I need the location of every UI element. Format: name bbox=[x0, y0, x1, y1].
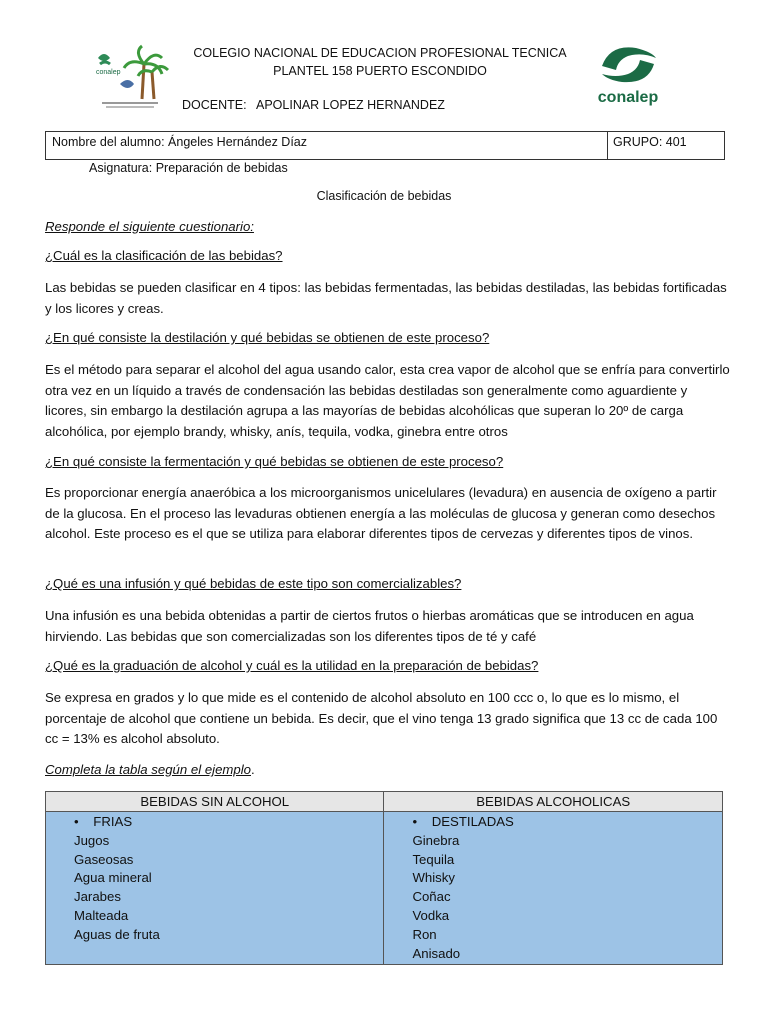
col2-bullet: DESTILADAS bbox=[431, 814, 514, 829]
list-item: Agua mineral bbox=[74, 870, 152, 886]
col2-header: BEBIDAS ALCOHOLICAS bbox=[384, 792, 723, 812]
question-4: ¿Qué es una infusión y qué bebidas de este tipo son comercializables? bbox=[45, 576, 462, 591]
question-5: ¿Qué es la graduación de alcohol y cuál es la utilidad en la preparación de bebidas? bbox=[45, 658, 539, 673]
list-item: Ron bbox=[412, 926, 437, 942]
student-name: Nombre del alumno: Ángeles Hernández Díaz bbox=[52, 135, 307, 149]
student-box-divider bbox=[607, 132, 608, 159]
col1-list bbox=[46, 812, 383, 945]
student-group: GRUPO: 401 bbox=[613, 135, 687, 149]
answer-2: Es el método para separar el alcohol del agua usando calor, esta crea vapor de alcohol que se enfría para convertirlo otra vez en un líquido a través de condensación las bebidas destiladas son generalmente como aguardiente y licores, sin embargo la destilación agrupa a las mayorías de bebidas alcohólicas que superan lo 20º de carga alcohólica, por ejemplo brandy, whisky, anís, tequila, vodka, ginebra entre otros bbox=[45, 362, 730, 439]
table-instruction-text: Completa la tabla según el ejemplo bbox=[45, 762, 251, 777]
question-3: ¿En qué consiste la fermentación y qué bebidas se obtienen de este proceso? bbox=[45, 454, 504, 469]
page-title: Clasificación de bebidas bbox=[316, 189, 452, 203]
col2-cell bbox=[384, 812, 723, 965]
col1-cell bbox=[46, 812, 384, 965]
beverage-table bbox=[45, 791, 723, 965]
right-logo-text: conalep bbox=[597, 89, 659, 106]
col2-bullet-row bbox=[412, 813, 722, 832]
header-line1: COLEGIO NACIONAL DE EDUCACION PROFESIONAL TECNICA bbox=[193, 46, 567, 60]
bullet-icon: • bbox=[412, 814, 418, 829]
answer-1: Las bebidas se pueden clasificar en 4 tipos: las bebidas fermentadas, las bebidas destiladas, las bebidas fortificadas y los licores y creas. bbox=[45, 280, 727, 316]
bullet-icon: • bbox=[74, 814, 79, 829]
left-logo-text: conalep bbox=[96, 69, 121, 76]
col2-list bbox=[384, 812, 722, 963]
question-2: ¿En qué consiste la destilación y qué bebidas se obtienen de este proceso? bbox=[45, 330, 490, 345]
list-item: Aguas de fruta bbox=[74, 926, 160, 942]
question-1: ¿Cuál es la clasificación de las bebidas? bbox=[45, 248, 283, 263]
docente-label: DOCENTE: bbox=[182, 98, 247, 112]
list-item: Malteada bbox=[74, 907, 129, 923]
list-item: Ginebra bbox=[412, 832, 460, 848]
col1-header: BEBIDAS SIN ALCOHOL bbox=[46, 792, 384, 812]
list-item: Jugos bbox=[74, 832, 110, 848]
list-item: Gaseosas bbox=[74, 851, 134, 867]
school-logo bbox=[92, 44, 172, 110]
table-instruction-dot: . bbox=[251, 762, 255, 777]
table-instruction bbox=[45, 760, 255, 781]
list-item: Anisado bbox=[412, 945, 461, 961]
list-item: Tequila bbox=[412, 851, 455, 867]
list-item: Vodka bbox=[412, 907, 450, 923]
col1-bullet: FRIAS bbox=[93, 814, 133, 829]
instruction: Responde el siguiente cuestionario: bbox=[45, 219, 254, 234]
student-box bbox=[45, 131, 725, 160]
answer-3: Es proporcionar energía anaeróbica a los microorganismos unicelulares (levadura) en ausencia de oxígeno a partir de la glucosa. En el proceso las levaduras obtienen energía a las moléculas de glucosa y generan como desechos alcohol. Este proceso es el que se utiliza para elaborar diferentes tipos de cervezas y diferentes tipos de vinos. bbox=[45, 485, 717, 541]
header-line2: PLANTEL 158 PUERTO ESCONDIDO bbox=[273, 64, 487, 78]
list-item: Whisky bbox=[412, 870, 455, 886]
list-item: Jarabes bbox=[74, 889, 121, 905]
answer-5: Se expresa en grados y lo que mide es el contenido de alcohol absoluto en 100 ccc o, lo que es lo mismo, el porcentaje de alcohol que contiene un bebida. Es decir, que el vino tenga 13 grado significa que 13 cc de cada 100 cc = 13% es alcohol absoluto. bbox=[45, 690, 718, 746]
answer-4: Una infusión es una bebida obtenidas a partir de ciertos frutos o hierbas aromáticas que se introducen en agua hirviendo. Las bebidas que son comercializadas son los diferentes tipos de té y café bbox=[45, 608, 694, 644]
conalep-logo bbox=[592, 42, 664, 108]
subject: Asignatura: Preparación de bebidas bbox=[89, 161, 288, 175]
docente-name: APOLINAR LOPEZ HERNANDEZ bbox=[256, 98, 445, 112]
list-item: Coñac bbox=[412, 889, 451, 905]
col1-bullet-row bbox=[74, 813, 383, 832]
